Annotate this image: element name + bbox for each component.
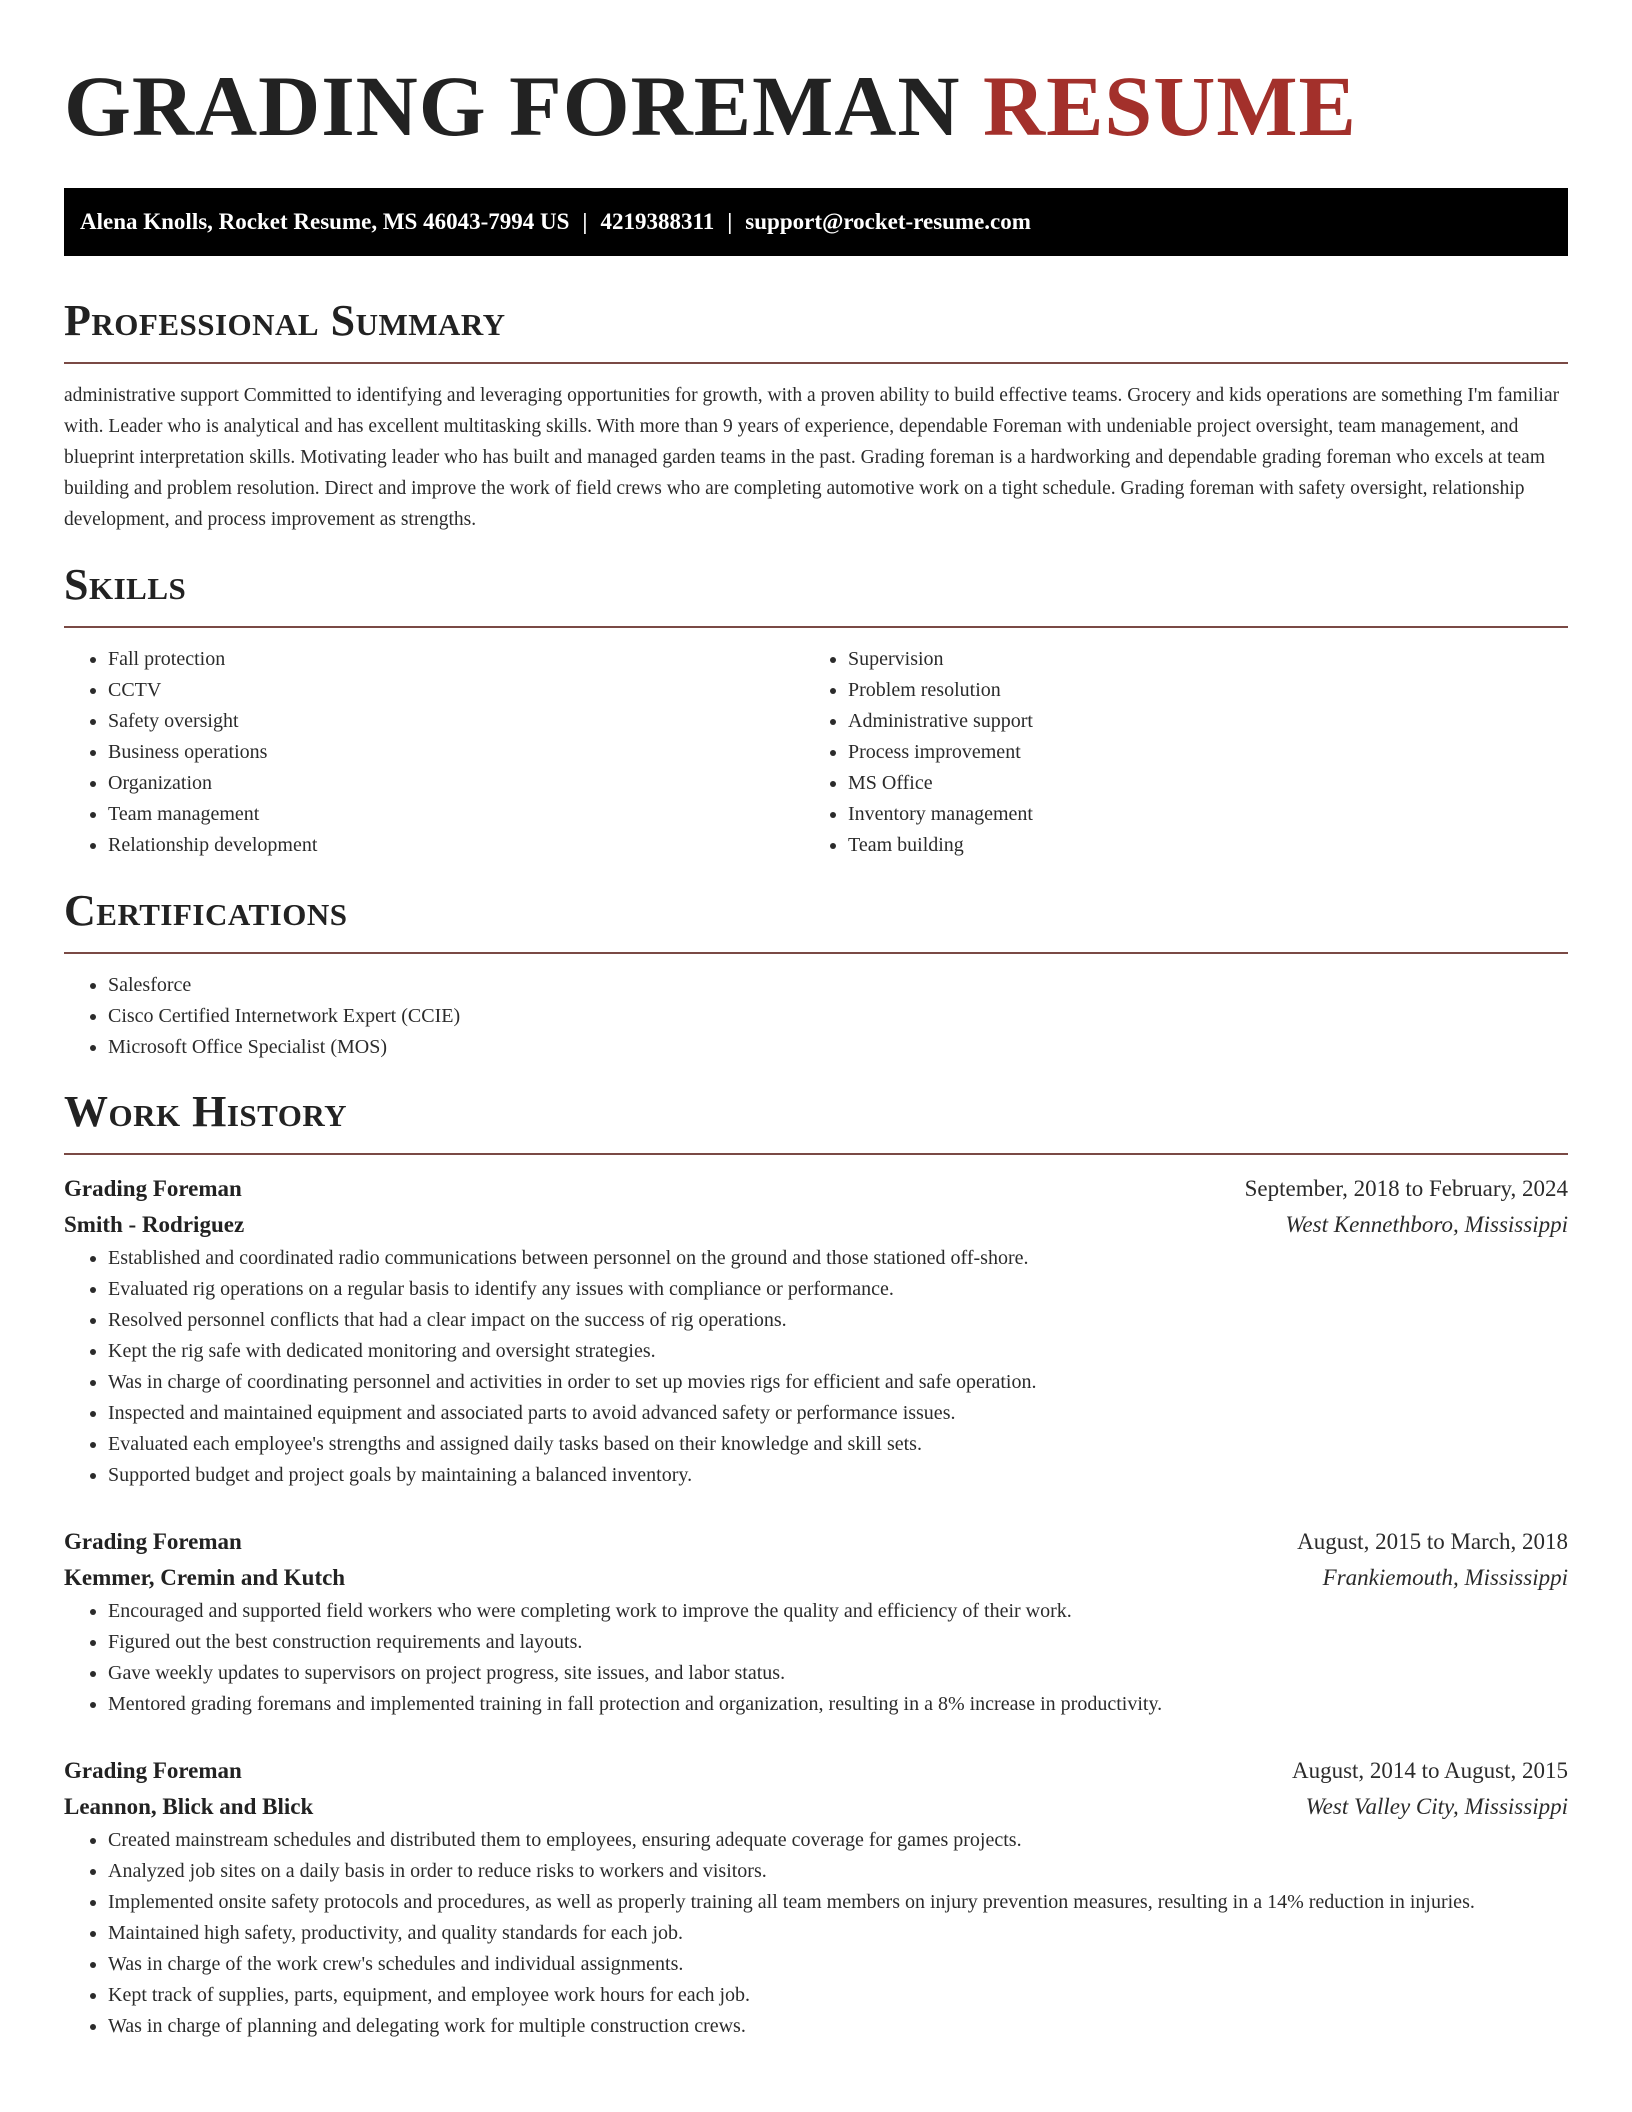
job-dates: August, 2014 to August, 2015 bbox=[1291, 1758, 1568, 1783]
job-title: Grading Foreman bbox=[64, 1758, 242, 1783]
skill-item: • Fall protection bbox=[108, 644, 804, 675]
contact-phone: 4219388311 bbox=[600, 209, 715, 234]
job-dates: August, 2015 to March, 2018 bbox=[1297, 1529, 1568, 1554]
skill-item: • Safety oversight bbox=[108, 706, 804, 737]
job-subheader bbox=[64, 1560, 1568, 1596]
contact-separator: | bbox=[727, 209, 733, 234]
job-bullets bbox=[64, 1243, 1568, 1491]
job-bullet: • Evaluated rig operations on a regular basis to identify any issues with compliance or performance. bbox=[108, 1274, 1568, 1305]
section-divider bbox=[64, 952, 1568, 954]
job-bullet: • Figured out the best construction requirements and layouts. bbox=[108, 1627, 1568, 1658]
skill-item: • CCTV bbox=[108, 675, 804, 706]
job-bullet: • Created mainstream schedules and distributed them to employees, ensuring adequate coverage for games projects. bbox=[108, 1825, 1568, 1856]
summary-text: administrative support Committed to identifying and leveraging opportunities for growth, with a proven ability to build effective teams. Grocery and kids operations are something I'm familiar with. Leader who is analytical and has excellent multitasking skills. With more than 9 years of experience, dependable Foreman with undeniable project oversight, team management, and blueprint interpretation skills. Motivating leader who has built and managed garden teams in the past. Grading foreman is a hardworking and dependable grading foreman who excels at team building and problem resolution. Direct and improve the work of field crews who are completing automotive work on a tight schedule. Grading foreman with safety oversight, relationship development, and process improvement as strengths. bbox=[64, 385, 1560, 530]
skill-item: • Supervision bbox=[848, 644, 1544, 675]
section-divider bbox=[64, 362, 1568, 364]
skill-item: • Team management bbox=[108, 799, 804, 830]
certifications-heading: Certifications bbox=[64, 886, 348, 935]
certifications-list bbox=[64, 970, 1568, 1063]
job-dates: September, 2018 to February, 2024 bbox=[1244, 1176, 1568, 1201]
job-subheader bbox=[64, 1789, 1568, 1825]
job-bullets bbox=[64, 1596, 1568, 1720]
skills-columns bbox=[64, 644, 1568, 861]
job-bullet: • Was in charge of the work crew's schedules and individual assignments. bbox=[108, 1949, 1568, 1980]
job-bullet: • Inspected and maintained equipment and associated parts to avoid advanced safety or performance issues. bbox=[108, 1398, 1568, 1429]
job-bullet: • Resolved personnel conflicts that had a clear impact on the success of rig operations. bbox=[108, 1305, 1568, 1336]
job-bullet: • Was in charge of coordinating personnel and activities in order to set up movies rigs for efficient and safe operation. bbox=[108, 1367, 1568, 1398]
job-entry bbox=[64, 1753, 1568, 2042]
job-bullet: • Encouraged and supported field workers who were completing work to improve the quality and efficiency of their work. bbox=[108, 1596, 1568, 1627]
job-location: West Kennethboro, Mississippi bbox=[1285, 1212, 1568, 1237]
job-bullet: • Mentored grading foremans and implemented training in fall protection and organization, resulting in a 8% increase in productivity. bbox=[108, 1689, 1568, 1720]
contact-bar bbox=[64, 188, 1568, 256]
skill-item: • Team building bbox=[848, 830, 1544, 861]
job-company: Smith - Rodriguez bbox=[64, 1212, 245, 1237]
contact-address: Alena Knolls, Rocket Resume, MS 46043-7994 US bbox=[80, 209, 570, 234]
skills-column-left bbox=[64, 644, 804, 861]
skill-item: • Administrative support bbox=[848, 706, 1544, 737]
job-bullet: • Maintained high safety, productivity, and quality standards for each job. bbox=[108, 1918, 1568, 1949]
job-title: Grading Foreman bbox=[64, 1529, 242, 1554]
resume-page bbox=[64, 0, 1568, 2042]
job-subheader bbox=[64, 1207, 1568, 1243]
job-bullet: • Established and coordinated radio communications between personnel on the ground and those stationed off-shore. bbox=[108, 1243, 1568, 1274]
skill-item: • Relationship development bbox=[108, 830, 804, 861]
job-company: Kemmer, Cremin and Kutch bbox=[64, 1565, 346, 1590]
job-bullet: • Was in charge of planning and delegating work for multiple construction crews. bbox=[108, 2011, 1568, 2042]
job-bullets bbox=[64, 1825, 1568, 2042]
skill-item: • Inventory management bbox=[848, 799, 1544, 830]
job-bullet: • Kept the rig safe with dedicated monitoring and oversight strategies. bbox=[108, 1336, 1568, 1367]
job-entry bbox=[64, 1524, 1568, 1720]
certification-item: • Microsoft Office Specialist (MOS) bbox=[108, 1032, 1568, 1063]
skill-item: • Business operations bbox=[108, 737, 804, 768]
skills-heading: Skills bbox=[64, 560, 187, 609]
skills-column-right bbox=[804, 644, 1544, 861]
contact-separator: | bbox=[582, 209, 588, 234]
certifications-section bbox=[64, 886, 1568, 1063]
skills-list-right bbox=[804, 644, 1544, 861]
contact-email[interactable]: support@rocket-resume.com bbox=[745, 209, 1031, 234]
job-location: West Valley City, Mississippi bbox=[1305, 1794, 1568, 1819]
certification-item: • Cisco Certified Internetwork Expert (CCIE) bbox=[108, 1001, 1568, 1032]
job-entry bbox=[64, 1171, 1568, 1491]
summary-section bbox=[64, 296, 1568, 535]
skill-item: • MS Office bbox=[848, 768, 1544, 799]
job-title: Grading Foreman bbox=[64, 1176, 242, 1201]
skill-item: • Organization bbox=[108, 768, 804, 799]
work-history-section bbox=[64, 1087, 1568, 2042]
section-divider bbox=[64, 626, 1568, 628]
summary-heading: Professional Summary bbox=[64, 296, 506, 345]
skill-item: • Problem resolution bbox=[848, 675, 1544, 706]
title-main: GRADING FOREMAN bbox=[64, 58, 961, 154]
skills-list-left bbox=[64, 644, 804, 861]
job-bullet: • Evaluated each employee's strengths and assigned daily tasks based on their knowledge and skill sets. bbox=[108, 1429, 1568, 1460]
job-header bbox=[64, 1171, 1568, 1207]
resume-title bbox=[64, 58, 1568, 154]
job-bullet: • Gave weekly updates to supervisors on project progress, site issues, and labor status. bbox=[108, 1658, 1568, 1689]
certification-item: • Salesforce bbox=[108, 970, 1568, 1001]
work-history-heading: Work History bbox=[64, 1087, 348, 1136]
job-bullet: • Supported budget and project goals by maintaining a balanced inventory. bbox=[108, 1460, 1568, 1491]
job-bullet: • Kept track of supplies, parts, equipment, and employee work hours for each job. bbox=[108, 1980, 1568, 2011]
job-bullet: • Implemented onsite safety protocols and procedures, as well as properly training all team members on injury prevention measures, resulting in a 14% reduction in injuries. bbox=[108, 1887, 1568, 1918]
job-location: Frankiemouth, Mississippi bbox=[1322, 1565, 1568, 1590]
skill-item: • Process improvement bbox=[848, 737, 1544, 768]
section-divider bbox=[64, 1153, 1568, 1155]
job-company: Leannon, Blick and Blick bbox=[64, 1794, 314, 1819]
skills-section bbox=[64, 560, 1568, 861]
job-header bbox=[64, 1753, 1568, 1789]
title-accent: RESUME bbox=[982, 58, 1357, 154]
job-bullet: • Analyzed job sites on a daily basis in order to reduce risks to workers and visitors. bbox=[108, 1856, 1568, 1887]
job-header bbox=[64, 1524, 1568, 1560]
